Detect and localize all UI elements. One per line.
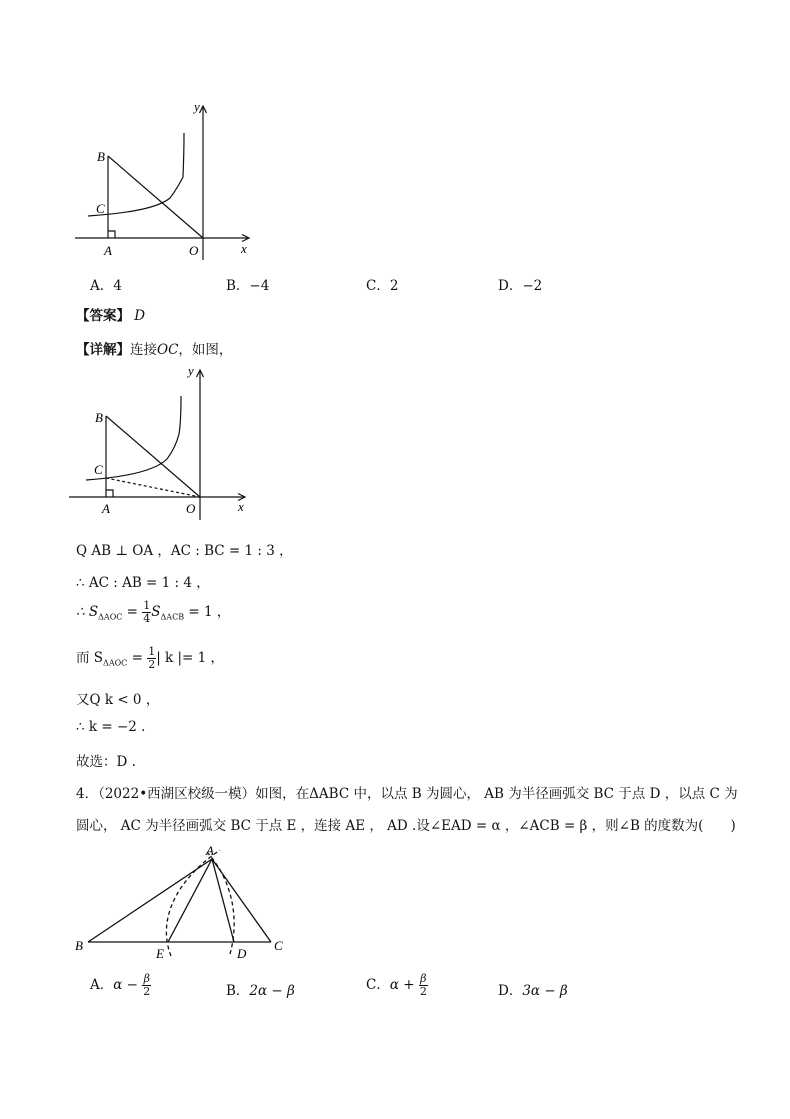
step-6: ∴ k = −2 . (76, 719, 146, 735)
label-a: A (206, 843, 214, 858)
step-1: Q AB ⊥ OA ，AC : BC = 1 : 3 ， (76, 543, 293, 559)
q4-option-b: B．2α − β (226, 983, 295, 999)
detail-tag: 【详解】 (76, 342, 130, 358)
label-b: B (95, 410, 103, 425)
label-y: y (188, 363, 194, 378)
q4-option-d: D．3α − β (498, 983, 568, 999)
right-angle-mark (108, 231, 115, 238)
label-x: x (238, 499, 244, 514)
q4-line-1: 4．（2022•西湖区校级一模）如图，在ΔABC 中，以点 B 为圆心， AB 为半径画弧交 BC 于点 D ，以点 C 为 (76, 786, 738, 802)
arc-center-c (166, 850, 220, 956)
segment-ab (88, 859, 212, 942)
answer-value: D (134, 308, 146, 324)
right-angle-mark (106, 490, 113, 497)
segment-ad (212, 859, 234, 942)
q4-option-a: A．α − $\frac{\beta}{2}$ (90, 972, 151, 998)
segment-bo (108, 156, 203, 238)
q4-line-2: 圆心， AC 为半径画弧交 BC 于点 E ，连接 AE ， AD .设∠EAD = α ，∠ACB = β ，则∠B 的度数为( ) (76, 818, 736, 834)
q3-option-d: D．−2 (498, 278, 543, 294)
figure-3 (70, 838, 300, 968)
label-a: A (102, 501, 110, 516)
arc-center-b (205, 850, 234, 954)
segment-oc-dashed (106, 478, 200, 497)
step-2: ∴ AC : AB = 1 : 4 ， (76, 575, 210, 591)
label-d: D (237, 946, 247, 961)
q3-option-b: B．−4 (226, 278, 270, 294)
label-e: E (156, 946, 164, 961)
q3-option-c: C．2 (366, 278, 399, 294)
label-c: C (274, 938, 283, 953)
label-b: B (97, 149, 105, 164)
label-x: x (241, 241, 247, 256)
figure-2 (66, 362, 256, 524)
q3-option-a: A．4 (90, 278, 122, 294)
step-5: 又Q k < 0 ， (76, 692, 160, 708)
step-7: 故选：D . (76, 754, 136, 770)
label-b: B (75, 938, 83, 953)
label-o: O (186, 501, 196, 516)
detail-line: 【详解】连接OC，如图， (76, 342, 233, 358)
figure-1 (70, 95, 260, 265)
segment-ae (168, 859, 212, 942)
segment-bo (106, 416, 200, 497)
step-3: ∴ $S_{\Delta AOC}$ = $\frac{1}{4}$ $S_{\Delta ACB} = 1$ ， (76, 599, 231, 625)
answer-line (76, 304, 145, 324)
label-o: O (189, 243, 199, 258)
step-4: 而 $S_{\Delta AOC}$ = $\frac{1}{2}$ | k |= 1 ， (76, 645, 225, 671)
label-a: A (104, 243, 112, 258)
label-c: C (96, 201, 105, 216)
label-y: y (194, 99, 200, 114)
label-c: C (94, 462, 103, 477)
q4-option-c: C．α + $\frac{\beta}{2}$ (366, 972, 427, 998)
answer-tag: 【答案】 (76, 308, 130, 324)
